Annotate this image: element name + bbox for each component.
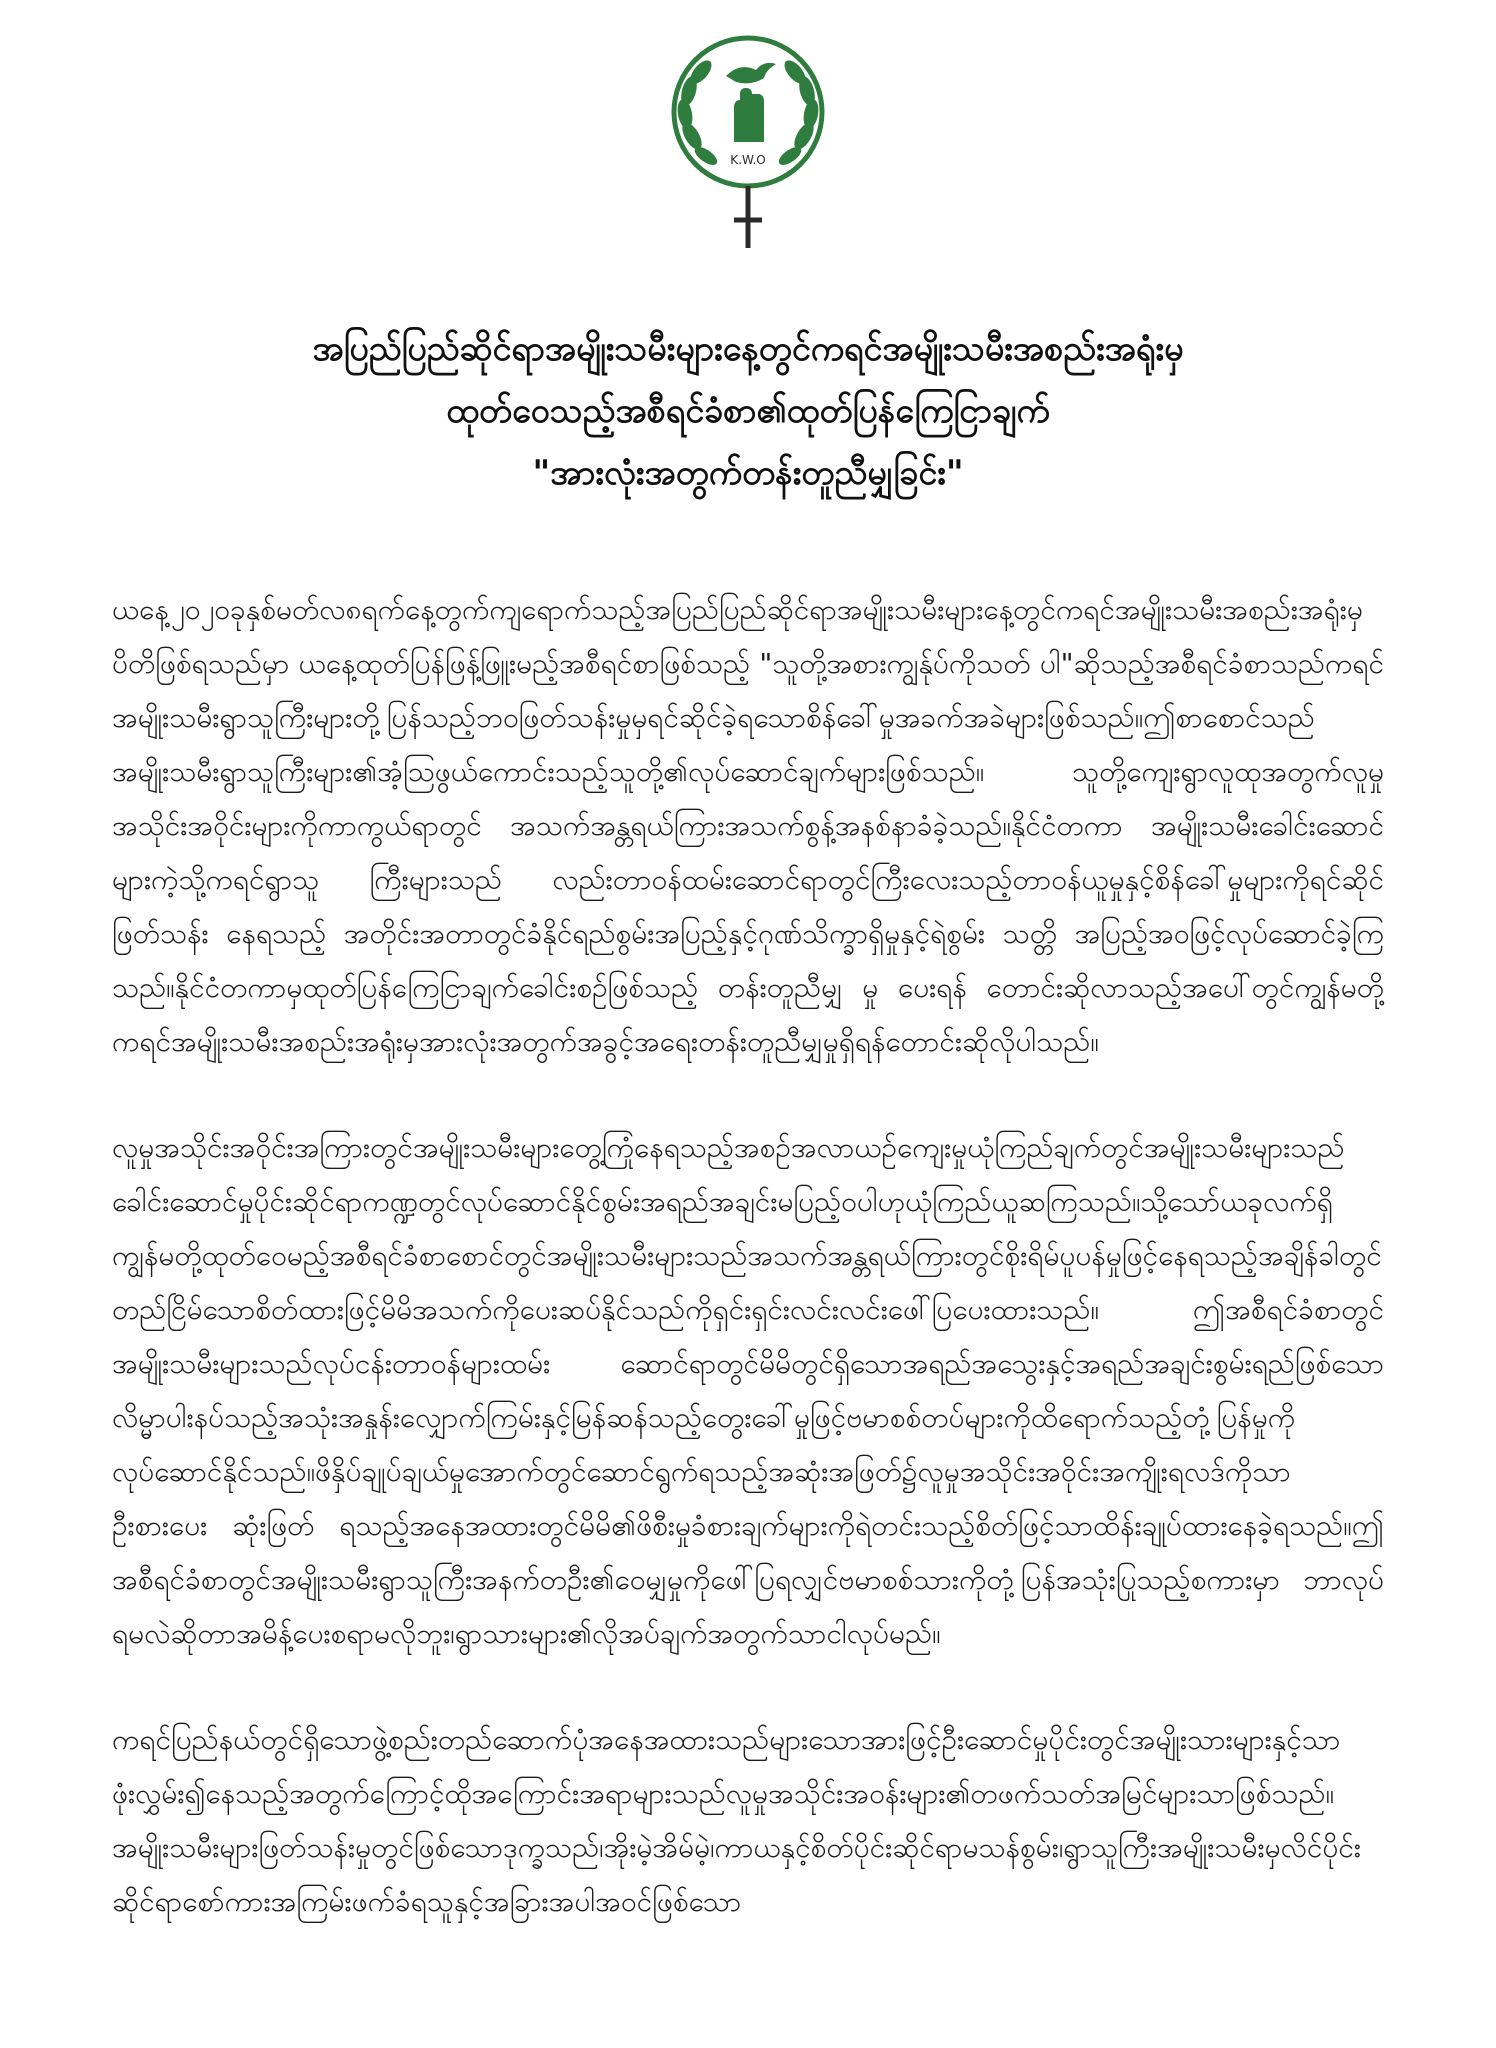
kwo-logo	[648, 24, 848, 254]
logo-initials: K.W.O	[730, 153, 766, 167]
title-line-2: ထုတ်ဝေသည့်အစီရင်ခံစာ၏ထုတ်ပြန်ကြေငြာချက်	[446, 391, 1050, 431]
paragraph-1: ယနေ့၂၀၂၀ခုနှစ်မတ်လ၈ရက်နေ့တွက်ကျရောက်သည့်အပြည်ပြည်ဆိုင်ရာအမျိုးသမီးများနေ့တွင်ကရင်အမျိုးသမီးအစည်းအရုံးမှပိတိဖြစ်ရသည်မှာ ယနေ့ထုတ်ပြန်ဖြန့်ဖြူးမည့်အစီရင်စာဖြစ်သည့် "သူတို့အစားကျွန်ုပ်ကိုသတ် ပါ"ဆိုသည့်အစီရင်ခံစာသည်ကရင်အမျိုးသမီးရွာသူကြီးများတို့ပြန်သည့်ဘဝဖြတ်သန်းမှုမှရင်ဆိုင်ခဲ့ရသောစိန်ခေါ်မှုအခက်အခဲများဖြစ်သည်။ဤစာစောင်သည်အမျိုးသမီးရွာသူကြီးများ၏အံ့သြဖွယ်ကောင်းသည့်သူတို့၏လုပ်ဆောင်ချက်များဖြစ်သည်။ သူတို့ကျေးရွာလူထုအတွက်လူမှုအသိုင်းအဝိုင်းများကိုကာကွယ်ရာတွင် အသက်အန္တရယ်ကြားအသက်စွန့်အနစ်နာခံခဲ့သည်။နိုင်ငံတကာ အမျိုးသမီးခေါင်းဆောင်များကဲ့သို့ကရင်ရွာသူ ကြီးများသည် လည်းတာဝန်ထမ်းဆောင်ရာတွင်ကြီးလေးသည့်တာဝန်ယူမှုနှင့်စိန်ခေါ်မှုများကိုရင်ဆိုင်ဖြတ်သန်း နေရသည့် အတိုင်းအတာတွင်ခံနိုင်ရည်စွမ်းအပြည့်နှင့်ဂုဏ်သိက္ခာရှိမှုနှင့်ရဲစွမ်း သတ္တိ အပြည့်အဝဖြင့်လုပ်ဆောင်ခဲ့ကြသည်။နိုင်ငံတကာမှထုတ်ပြန်ကြေငြာချက်ခေါင်းစဉ်ဖြစ်သည့် တန်းတူညီမျှ မှု ပေးရန် တောင်းဆိုလာသည့်အပေါ်တွင်ကျွန်မတို့ကရင်အမျိုးသမီးအစည်းအရုံးမှအားလုံးအတွက်အခွင့်အရေးတန်းတူညီမျှမှုရှိရန်တောင်းဆိုလိုပါသည်။	[112, 593, 1384, 1058]
title-line-1: အပြည်ပြည်ဆိုင်ရာအမျိုးသမီးများနေ့တွင်ကရင်အမျိုးသမီးအစည်းအရုံးမှ	[312, 329, 1184, 369]
paragraph-2: လူမှုအသိုင်းအဝိုင်းအကြားတွင်အမျိုးသမီးများတွေ့ကြုံနေရသည့်အစဉ်အလာယဉ်ကျေးမှုယုံကြည်ချက်တွင်အမျိုးသမီးများသည်ခေါင်းဆောင်မှုပိုင်းဆိုင်ရာကဏ္ဍတွင်လုပ်ဆောင်နိုင်စွမ်းအရည်အချင်းမပြည့်ဝပါဟုယုံကြည်ယူဆကြသည်။သို့သော်ယခုလက်ရှိကျွန်မတို့ထုတ်ဝေမည့်အစီရင်ခံစာစောင်တွင်အမျိုးသမီးများသည်အသက်အန္တရယ်ကြားတွင်စိုးရိမ်ပူပန်မှုဖြင့်နေရသည့်အချိန်ခါတွင်တည်ငြိမ်သောစိတ်ထားဖြင့်မိမိအသက်ကိုပေးဆပ်နိုင်သည်ကိုရှင်းရှင်းလင်းလင်းဖေါ်ပြပေးထားသည်။ ဤအစီရင်ခံစာတွင်အမျိုးသမီးများသည်လုပ်ငန်းတာဝန်များထမ်း ဆောင်ရာတွင်မိမိတွင်ရှိသောအရည်အသွေးနှင့်အရည်အချင်းစွမ်းရည်ဖြစ်သောလိမ္မာပါးနပ်သည့်အသုံးအနှုန်းလျှောက်ကြမ်းနှင့်မြန်ဆန်သည့်တွေးခေါ်မှုဖြင့်ဗမာစစ်တပ်များကိုထိရောက်သည့်တုံ့ပြန်မှုကိုလုပ်ဆောင်နိုင်သည်။ဖိနှိပ်ချုပ်ချယ်မှုအောက်တွင်ဆောင်ရွက်ရသည့်အဆုံးအဖြတ်၌လူမှုအသိုင်းအဝိုင်းအကျိုးရလဒ်ကိုသာဦးစားပေး ဆုံးဖြတ် ရသည့်အနေအထားတွင်မိမိ၏ဖိစီးမှုခံစားချက်များကိုရဲတင်းသည့်စိတ်ဖြင့်သာထိန်းချုပ်ထားနေခဲ့ရသည်။ဤအစီရင်ခံစာတွင်အမျိုးသမီးရွာသူကြီးအနက်တဦး၏ဝေမျှမှုကိုဖေါ်ပြရလျှင်ဗမာစစ်သားကိုတုံ့ပြန်အသုံးပြုသည့်စကားမှာ ဘာလုပ်ရမလဲဆိုတာအမိန့်ပေးစရာမလိုဘူး၊ရွာသားများ၏လိုအပ်ချက်အတွက်သာငါလုပ်မည်။	[112, 1131, 1384, 1650]
kwo-emblem	[648, 24, 848, 254]
document-title	[60, 318, 1436, 504]
statement-body	[112, 583, 1384, 1981]
paragraph-3: ကရင်ပြည်နယ်တွင်ရှိသောဖွဲ့စည်းတည်ဆောက်ပုံအနေအထားသည်များသောအားဖြင့်ဦးဆောင်မှုပိုင်းတွင်အမျိုးသားများနှင့်သာဖုံးလွှမ်း၍နေသည့်အတွက်ကြောင့်ထိုအကြောင်းအရာများသည်လူမှုအသိုင်းအဝန်းများ၏တဖက်သတ်အမြင်များသာဖြစ်သည်။အမျိုးသမီးများဖြတ်သန်းမှုတွင်ဖြစ်သောဒုက္ခသည်၊အိုးမဲ့အိမ်မဲ့၊ကာယနှင့်စိတ်ပိုင်းဆိုင်ရာမသန်စွမ်း၊ရွာသူကြီးအမျိုးသမီးမှလိင်ပိုင်းဆိုင်ရာစော်ကားအကြမ်းဖက်ခံရသူနှင့်အခြားအပါအဝင်ဖြစ်သော	[112, 1723, 1361, 1918]
title-line-3: "အားလုံးအတွက်တန်းတူညီမျှခြင်း"	[532, 453, 964, 493]
